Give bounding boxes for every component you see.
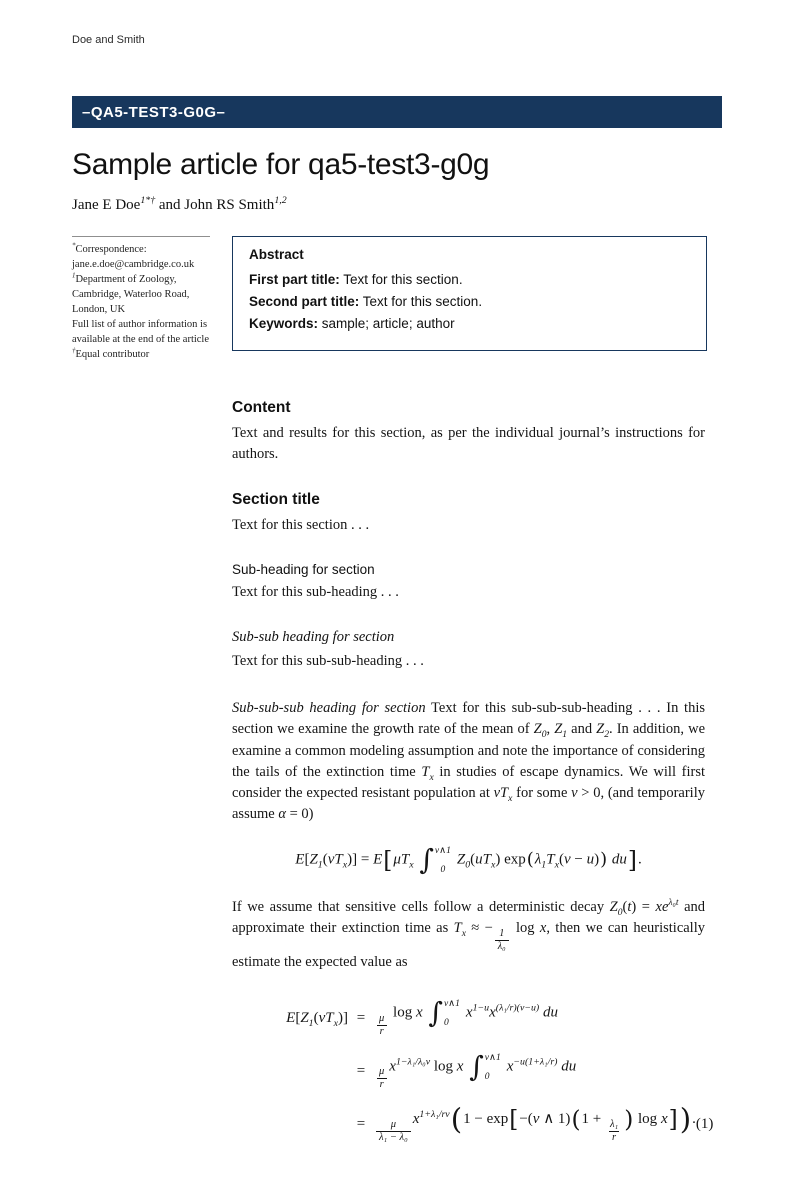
math-variable: u (586, 851, 595, 868)
equation-row (232, 1045, 705, 1098)
fraction: $\frac{\mu}{r}$ (376, 1066, 387, 1091)
fraction: $\frac{\mu}{\text{λ₁ − λ₀}}$ (376, 1119, 411, 1144)
equation-rhs (374, 1101, 696, 1144)
text-run: −( (519, 1110, 533, 1127)
text-run: > 0, (and temporarily assume (232, 784, 705, 823)
display-equation (232, 845, 705, 875)
math-variable: x (489, 1004, 496, 1021)
big-delimiter: ) (679, 1101, 692, 1136)
subsection-paragraph (232, 582, 705, 603)
text-run: log (510, 920, 540, 937)
equation-rhs (374, 1049, 577, 1091)
equation-relation: = (356, 1009, 366, 1026)
text-run: Text for this section . . . (232, 516, 370, 533)
superscript: 1−λ₁/λ₀v (395, 1056, 431, 1068)
text-run: log (430, 1058, 457, 1075)
math-variable: uT (475, 851, 491, 868)
text-run: ) (594, 851, 600, 868)
math-variable: xe (655, 899, 669, 916)
subscript: 1 (317, 859, 323, 871)
text-run: )] (338, 1009, 348, 1026)
correspondence-line (72, 302, 210, 317)
subsubsection-heading: Sub-sub heading for section (232, 629, 395, 646)
math-variable: x (465, 1004, 473, 1021)
superscript: 1,2 (274, 195, 287, 206)
journal-banner (72, 96, 722, 128)
article-title: Sample article for qa5-test3-g0g (72, 148, 490, 181)
math-variable: T (421, 763, 430, 780)
big-delimiter: [ (509, 1105, 519, 1133)
subscript: 0 (617, 907, 623, 919)
math-variable: x (539, 920, 547, 937)
correspondence-line (72, 347, 210, 362)
math-variable: Z (309, 851, 318, 868)
fraction: $\frac{1}{\text{λ₀}}$ (495, 928, 509, 952)
math-variable: E (373, 851, 383, 868)
big-delimiter: ) (600, 849, 608, 871)
big-delimiter: ( (571, 1105, 581, 1133)
text-run: available at the end of the article (72, 334, 210, 346)
text-run: and (567, 721, 597, 738)
text-run: for some (512, 784, 572, 801)
equation-rhs (374, 998, 558, 1037)
superscript: (λ₁/r)(v−u) (495, 1002, 540, 1014)
math-variable: T (546, 851, 555, 868)
text-run: [ (304, 851, 310, 868)
text-run: , then we can heuristically estimate the expected value as (232, 920, 705, 971)
content-intro-paragraph (232, 423, 705, 465)
text-run: . (637, 851, 642, 868)
equation-row (232, 991, 705, 1044)
decay-paragraph (232, 897, 705, 973)
text-run: log (634, 1110, 661, 1127)
math-variable: Z (609, 899, 618, 916)
text-run: Text and results for this section, as per the individual journal’s instructions for authors. (232, 424, 705, 462)
math-variable: vT (327, 851, 343, 868)
subscript: x (490, 859, 496, 871)
big-delimiter: ( (526, 849, 534, 871)
text-run: London, UK (72, 304, 126, 316)
math-variable: t (627, 899, 632, 916)
abstract-item-label: Keywords: (249, 316, 319, 331)
subscript: 1 (562, 729, 568, 741)
text-run: )] = (347, 851, 374, 868)
text-run: ( (322, 851, 328, 868)
text-run: Correspondence: (75, 244, 147, 255)
correspondence-line (72, 272, 210, 287)
aligned-equations (232, 991, 714, 1150)
text-run: ( (470, 851, 476, 868)
abstract-item (249, 272, 690, 287)
subscript: x (508, 792, 513, 804)
text-run: = 0) (285, 806, 314, 823)
abstract-item-label: Second part title: (249, 294, 360, 309)
superscript: 1+λ₁/rv (419, 1108, 450, 1120)
abstract-item-label: First part title: (249, 272, 340, 287)
math-variable: v (571, 784, 578, 801)
abstract-item (249, 316, 690, 331)
abstract-item (249, 294, 690, 309)
math-variable: μT (393, 851, 410, 868)
text-run: ( (313, 1009, 319, 1026)
italic-text: Sub-sub-sub heading for section (232, 700, 426, 717)
math-variable: E (286, 1009, 296, 1026)
correspondence-line (72, 242, 210, 257)
fraction: $\frac{\text{λ₁}}{r}$ (609, 1118, 619, 1143)
math-variable: vT (493, 784, 509, 801)
text-run (463, 1058, 467, 1074)
text-run: − (570, 851, 587, 868)
equation-lhs (232, 1010, 348, 1027)
correspondence-line (72, 317, 210, 332)
math-variable: x (660, 1110, 668, 1127)
text-run: 1 + (581, 1110, 605, 1127)
text-run: ) exp (495, 851, 526, 868)
integral: ∫ v∧1 0 (428, 996, 460, 1030)
math-variable: α (278, 806, 286, 823)
authors-line (72, 196, 722, 214)
text-run: in studies of escape dynamics. We will first consider the expected resistant population at (232, 763, 705, 801)
big-delimiter: ] (668, 1105, 678, 1133)
subscript: 0 (541, 729, 547, 741)
equation-relation: = (356, 1115, 366, 1132)
equation-row (232, 1098, 714, 1151)
text-run: Equal contributor (75, 349, 150, 361)
superscript: * (72, 242, 76, 250)
math-variable: E (295, 851, 305, 868)
correspondence-line (72, 287, 210, 302)
superscript: 1−u (472, 1002, 490, 1014)
text-run: and John RS Smith (155, 197, 275, 213)
text-run: [ (295, 1009, 301, 1026)
math-variable: v (532, 1110, 540, 1127)
abstract-item-text: Text for this section. (339, 272, 463, 287)
subscript: x (333, 1017, 338, 1029)
subscript: x (342, 859, 348, 871)
big-delimiter: ] (627, 846, 637, 874)
banner-label: –QA5-TEST3-G0G– (82, 103, 226, 121)
section-heading: Section title (232, 490, 320, 508)
math-variable: x (456, 1058, 464, 1075)
superscript: † (72, 347, 76, 355)
math-variable: x (415, 1004, 423, 1021)
superscript: 1 (72, 272, 76, 280)
math-variable: du (611, 851, 627, 868)
text-run: and approximate their extinction time as (232, 899, 706, 937)
abstract-items (249, 272, 690, 331)
correspondence-block (72, 236, 210, 363)
integral: ∫ v∧1 0 (469, 1049, 501, 1083)
math-variable: Z (456, 851, 466, 868)
text-run: ∧ 1) (539, 1110, 571, 1127)
math-variable: x (389, 1058, 396, 1075)
math-variable: vT (318, 1009, 334, 1026)
subscript: x (554, 859, 559, 871)
subscript: 1 (308, 1017, 314, 1029)
math-variable: du (542, 1004, 558, 1021)
big-delimiter: ( (450, 1101, 463, 1136)
subscript: x (429, 771, 434, 783)
superscript: λ₀t (668, 897, 679, 909)
math-variable: x (412, 1110, 420, 1127)
equation-number: (1) (695, 1115, 714, 1132)
text-run: Text for this sub-sub-heading . . . (232, 653, 424, 670)
subscript: x (409, 859, 414, 871)
math-variable: λ (534, 851, 542, 868)
text-run: , (546, 721, 555, 738)
text-run: Text for this sub-sub-sub-heading . . . In this section we examine the growth rate of the mean of (232, 700, 706, 738)
running-head: Doe and Smith (72, 34, 145, 46)
integral: ∫ v∧1 0 (419, 843, 451, 877)
math-variable: Z (533, 721, 542, 738)
superscript: −u(1+λ₁/r) (513, 1056, 558, 1068)
subscript: x (461, 928, 466, 940)
text-run: jane.e.doe@cambridge.co.uk (72, 259, 195, 271)
text-run: ≈ − (465, 920, 493, 937)
text-run: Jane E Doe (72, 197, 141, 213)
equation-relation: = (356, 1062, 366, 1079)
superscript: 1*† (140, 195, 156, 206)
abstract-heading: Abstract (249, 247, 304, 262)
subsubsection-paragraph (232, 651, 705, 672)
text-run: ) = (631, 899, 656, 916)
abstract-box (232, 236, 707, 351)
text-run: If we assume that sensitive cells follow a deterministic decay (232, 899, 610, 916)
main-column (232, 398, 714, 1151)
fraction: $\frac{\mu}{r}$ (376, 1013, 387, 1038)
abstract-item-text: Text for this section. (359, 294, 483, 309)
text-run: Cambridge, Waterloo Road, (72, 289, 190, 301)
subscript: 1 (541, 859, 547, 871)
text-run: log (389, 1004, 416, 1021)
text-run: . In addition, we examine a common modeling assumption and note the importance of considering the tails of the extinction time (232, 721, 705, 780)
section-paragraph (232, 515, 705, 536)
header-columns (72, 236, 722, 363)
abstract-item-text: sample; article; author (318, 316, 455, 331)
correspondence-line (72, 332, 210, 347)
math-variable: Z (596, 721, 605, 738)
text-run: ( (558, 851, 564, 868)
math-variable: x (506, 1058, 514, 1075)
big-delimiter: ) (624, 1105, 634, 1133)
correspondence-line (72, 257, 210, 272)
math-variable: T (453, 920, 462, 937)
text-run: . (692, 1110, 696, 1127)
big-delimiter: [ (383, 846, 393, 874)
text-run (423, 1005, 427, 1021)
subscript: 0 (465, 859, 471, 871)
subsection-heading: Sub-heading for section (232, 561, 375, 577)
subscript: 2 (604, 729, 610, 741)
text-run: Department of Zoology, (75, 274, 177, 286)
text-run: ( (622, 899, 628, 916)
text-run: 1 − exp (463, 1110, 509, 1127)
subsubsub-paragraph (232, 698, 705, 825)
content-heading: Content (232, 398, 291, 416)
text-run (414, 852, 418, 868)
text-run: Full list of author information is (72, 319, 208, 331)
text-run: Text for this sub-heading . . . (232, 583, 399, 600)
math-variable: Z (300, 1009, 309, 1026)
math-variable: Z (554, 721, 563, 738)
math-variable: du (561, 1058, 577, 1075)
math-variable: v (563, 851, 571, 868)
